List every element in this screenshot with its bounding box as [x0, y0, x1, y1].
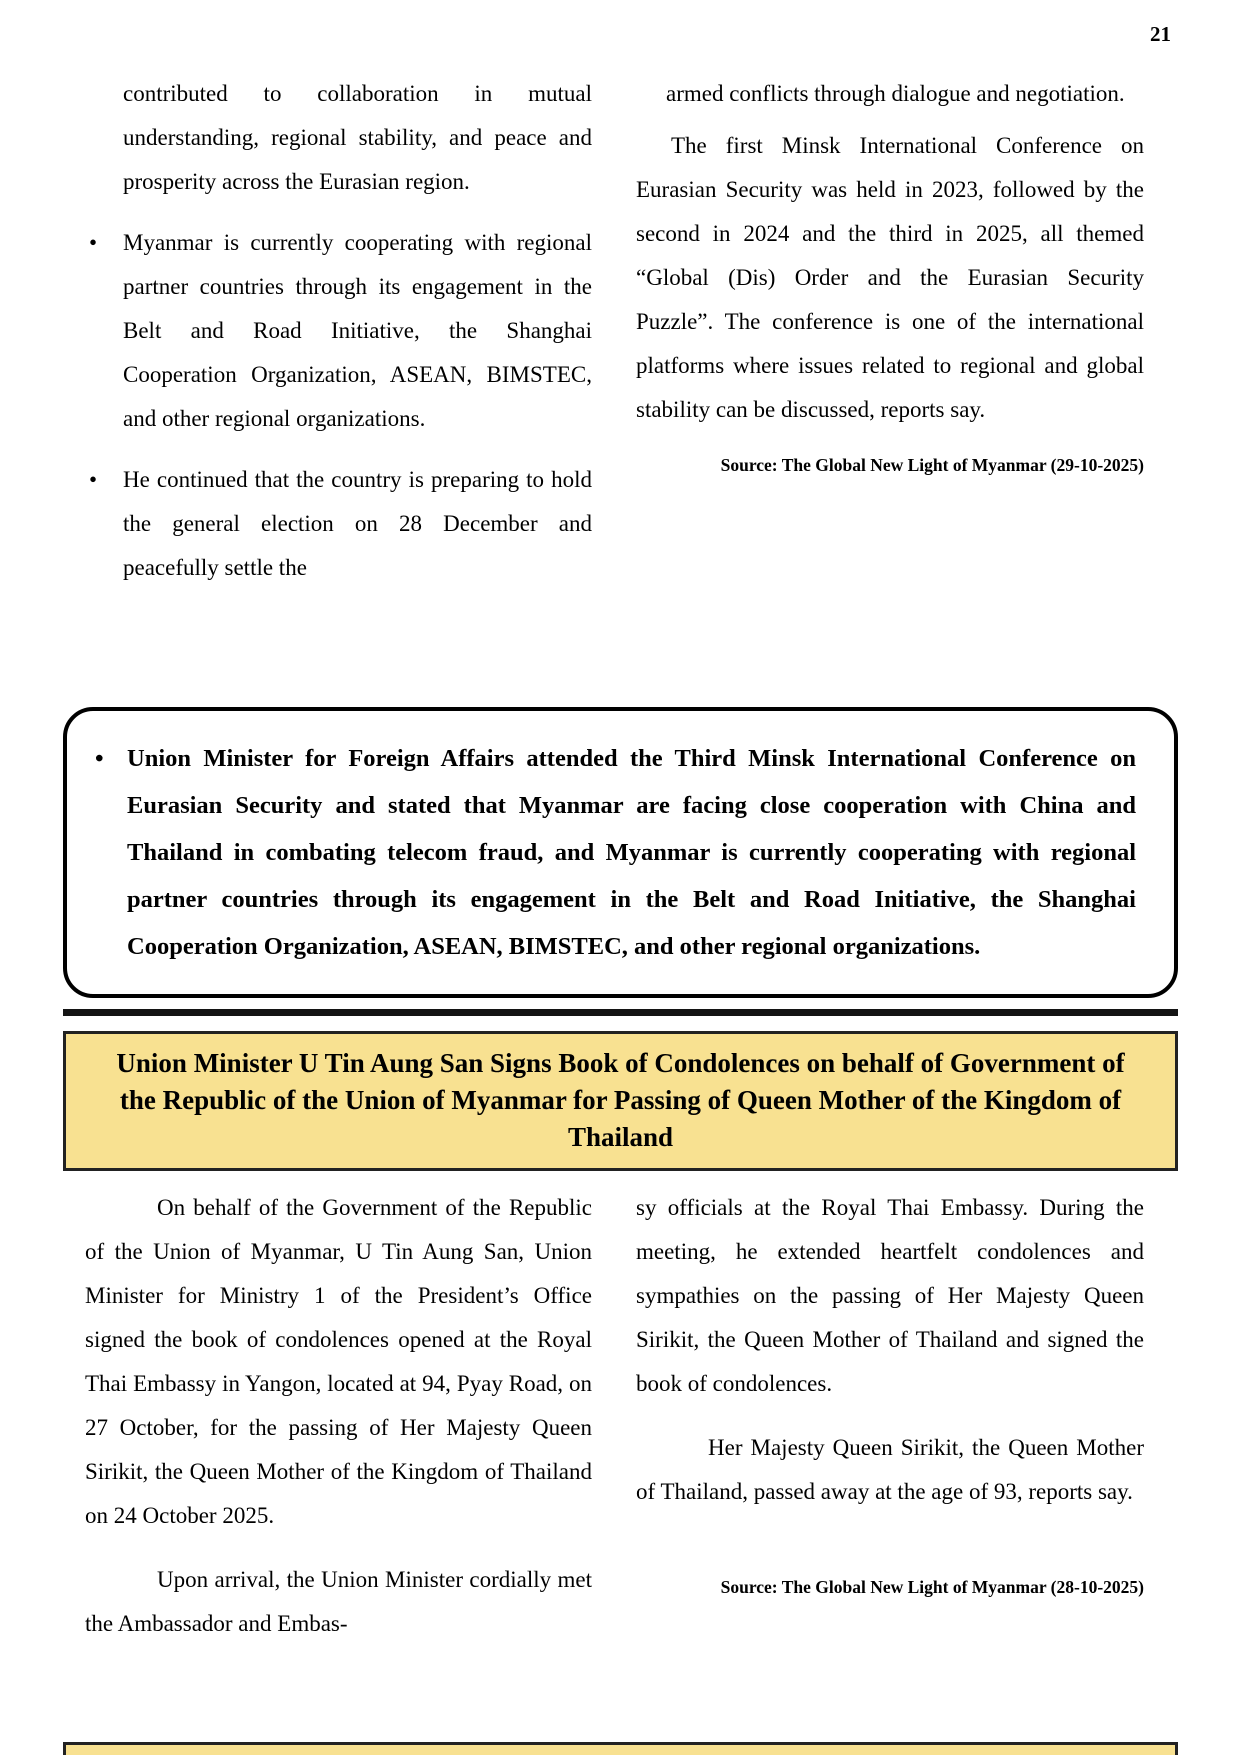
- source-attribution: Source: The Global New Light of Myanmar (29-10-2025): [720, 455, 1144, 475]
- body-paragraph: sy officials at the Royal Thai Embassy. During the meeting, he extended heartfelt condolences and sympathies on the passing of Her Majesty Queen Sirikit, the Queen Mother of Thailand and signed the book of condolences.: [636, 1195, 1144, 1396]
- article-left-column: [85, 1186, 592, 1646]
- top-right-column: [636, 72, 1144, 476]
- section-divider-rule: [63, 1009, 1178, 1016]
- continuation-paragraph: armed conflicts through dialogue and negotiation.: [666, 81, 1125, 106]
- bullet-item: [85, 221, 592, 441]
- article-right-column: [636, 1186, 1144, 1598]
- bullet-icon: •: [89, 230, 98, 255]
- continuation-paragraph: contributed to collaboration in mutual understanding, regional stability, and peace and prosperity across the Eurasian region.: [123, 81, 592, 194]
- source-attribution: Source: The Global New Light of Myanmar (28-10-2025): [720, 1577, 1144, 1597]
- body-paragraph: Her Majesty Queen Sirikit, the Queen Mother of Thailand, passed away at the age of 93, reports say.: [636, 1435, 1144, 1504]
- article-headline: Union Minister U Tin Aung San Signs Book of Condolences on behalf of Government of the Republic of the Union of Myanmar for Passing of Queen Mother of the Kingdom of Thailand: [63, 1031, 1178, 1171]
- bullet-icon: •: [89, 467, 98, 492]
- body-paragraph: On behalf of the Government of the Republic of the Union of Myanmar, U Tin Aung San, Union Minister for Ministry 1 of the President’s Office signed the book of condolences opened at the Royal Thai Embassy in Yangon, located at 94, Pyay Road, on 27 October, for the passing of Her Majesty Queen Sirikit, the Queen Mother of the Kingdom of Thailand on 24 October 2025.: [85, 1195, 592, 1528]
- bullet-icon: •: [95, 745, 104, 772]
- body-paragraph: Upon arrival, the Union Minister cordially met the Ambassador and Embas-: [85, 1567, 592, 1636]
- next-headline-strip: [63, 1742, 1178, 1755]
- page-number: 21: [1150, 22, 1171, 46]
- body-paragraph: The first Minsk International Conference on Eurasian Security was held in 2023, followed by the second in 2024 and the third in 2025, all themed “Global (Dis) Order and the Eurasian Security Puzzle”. The conference is one of the international platforms where issues related to regional and global stability can be discussed, reports say.: [636, 133, 1144, 422]
- summary-box: [63, 707, 1178, 998]
- bullet-text: Myanmar is currently cooperating with regional partner countries through its engagement in the Belt and Road Initiative, the Shanghai Cooperation Organization, ASEAN, BIMSTEC, and other regional organizations.: [123, 230, 592, 431]
- top-left-column: [85, 72, 592, 590]
- bullet-text: He continued that the country is preparing to hold the general election on 28 December and peacefully settle the: [123, 467, 592, 580]
- summary-bullet-text: Union Minister for Foreign Affairs attended the Third Minsk International Conference on Eurasian Security and stated that Myanmar are facing close cooperation with China and Thailand in combating telecom fraud, and Myanmar is currently cooperating with regional partner countries through its engagement in the Belt and Road Initiative, the Shanghai Cooperation Organization, ASEAN, BIMSTEC, and other regional organizations.: [127, 745, 1136, 960]
- bullet-item: [85, 458, 592, 590]
- summary-bullet-item: [87, 735, 1136, 970]
